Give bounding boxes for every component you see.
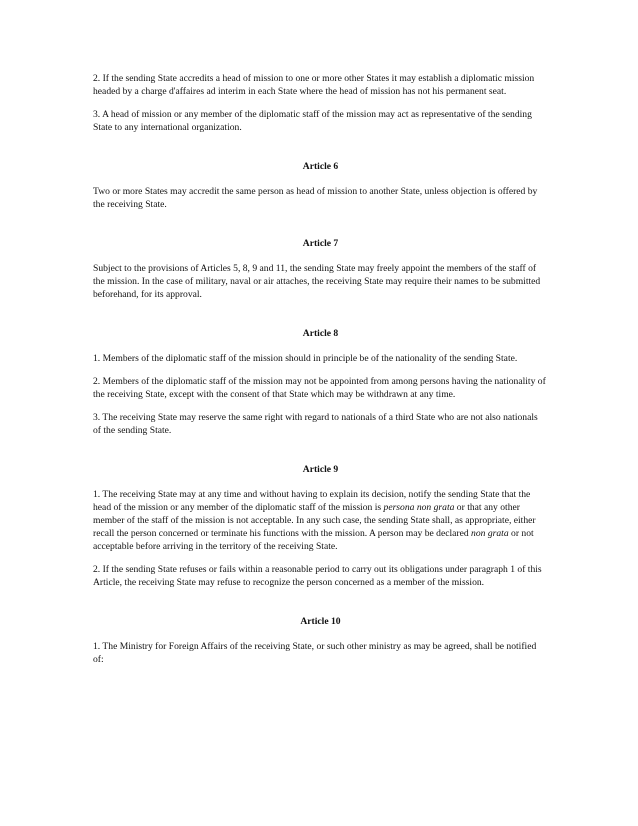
- article9-p1-italic-non-grata: non grata: [471, 528, 509, 539]
- article9-paragraph-2: 2. If the sending State refuses or fails within a reasonable period to carry out its obligations under paragraph 1 of this Article, the receiving State may refuse to recognize the person concerned as a member of the mission.: [93, 564, 542, 588]
- article6-paragraph-1: Two or more States may accredit the same person as head of mission to another State, unless objection is offered by the receiving State.: [93, 186, 538, 210]
- article-9-heading: Article 9: [302, 464, 339, 475]
- article9-p1-text-c: or not acceptable before arriving in the territory of the receiving State.: [93, 528, 534, 552]
- article-6-heading: Article 6: [302, 161, 339, 172]
- article9-p1-text-a: 1. The receiving State may at any time and without having to explain its decision, notify the sending State that the head of the mission or any member of the diplomatic staff of the mission is: [93, 489, 531, 513]
- article9-p1-text-b: or that any other member of the staff of the mission is not acceptable. In any such case, the sending State shall, as appropriate, either recall the person concerned or terminate his functions with the mission. A person may be declared: [93, 502, 536, 539]
- document-page: [93, 72, 548, 666]
- article5-paragraph-2: 2. If the sending State accredits a head of mission to one or more other States it may establish a diplomatic mission headed by a charge d'affaires ad interim in each State where the head of mission has not his permanent seat.: [93, 73, 535, 97]
- article5-paragraph-3: 3. A head of mission or any member of the diplomatic staff of the mission may act as representative of the sending State to any international organization.: [93, 109, 532, 133]
- article-7-heading: Article 7: [302, 238, 339, 249]
- article9-p1-italic-persona-non-grata: persona non grata: [383, 502, 455, 513]
- article7-paragraph-1: Subject to the provisions of Articles 5, 8, 9 and 11, the sending State may freely appoint the members of the staff of the mission. In the case of military, naval or air attaches, the receiving State may require their names to be submitted beforehand, for its approval.: [93, 263, 541, 300]
- article-10-heading: Article 10: [300, 616, 341, 627]
- article8-paragraph-3: 3. The receiving State may reserve the same right with regard to nationals of a third State who are not also nationals of the sending State.: [93, 412, 538, 436]
- article8-paragraph-2: 2. Members of the diplomatic staff of the mission may not be appointed from among persons having the nationality of the receiving State, except with the consent of that State which may be withdrawn at any time.: [93, 376, 546, 400]
- article-8-heading: Article 8: [302, 328, 339, 339]
- article9-paragraph-1: [93, 488, 548, 553]
- article10-paragraph-1: 1. The Ministry for Foreign Affairs of the receiving State, or such other ministry as may be agreed, shall be notified of:: [93, 641, 537, 665]
- article8-paragraph-1: 1. Members of the diplomatic staff of the mission should in principle be of the nationality of the sending State.: [93, 353, 518, 364]
